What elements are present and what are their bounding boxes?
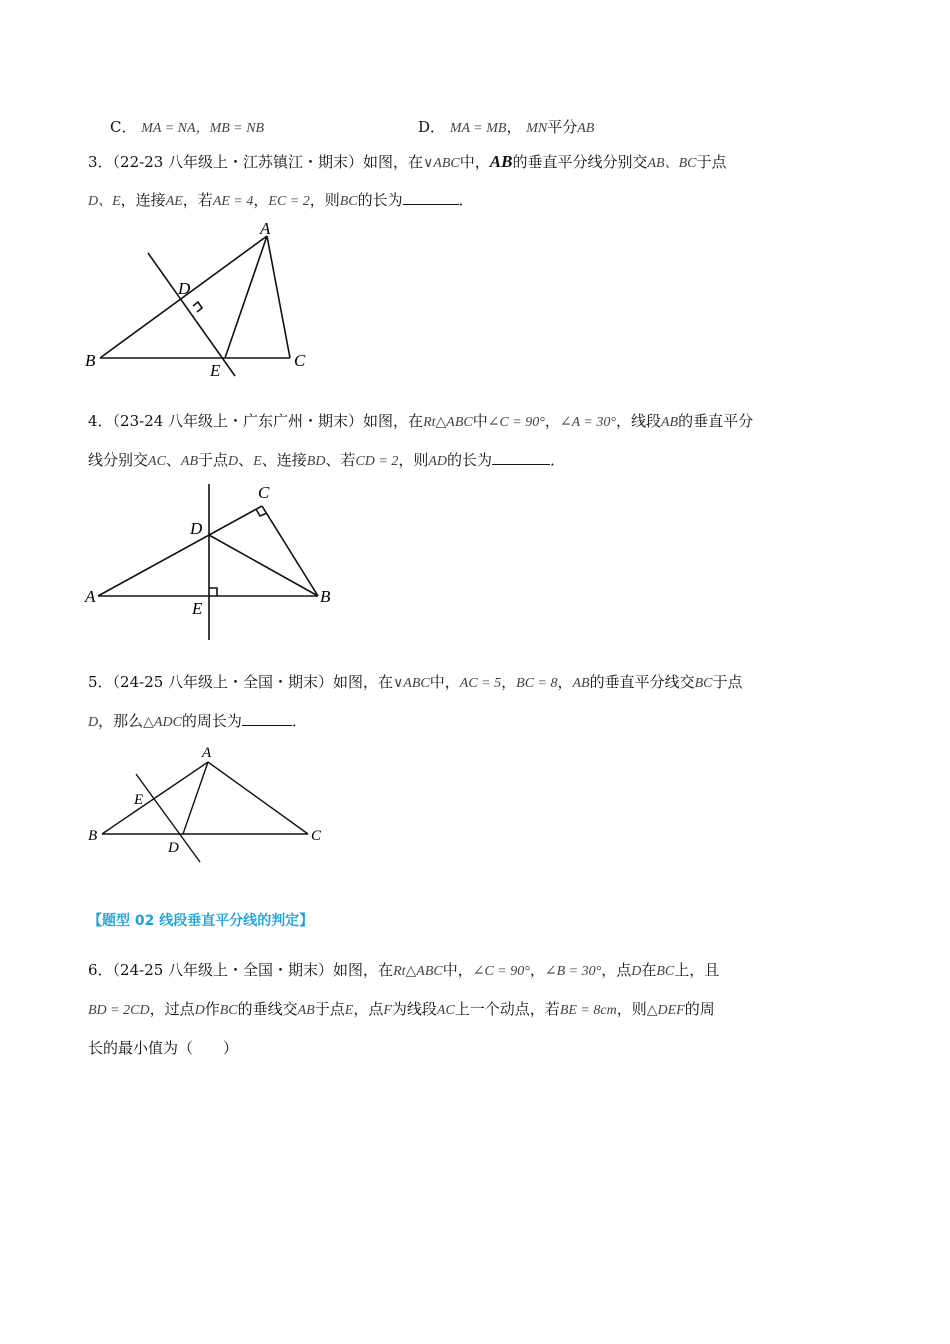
q3-right-angle xyxy=(193,302,202,312)
q4-text: 于点 xyxy=(198,451,229,469)
q6-text: 于点 xyxy=(314,1000,345,1018)
q5-line1 xyxy=(88,672,743,694)
q3-source: （22-23 八年级上・江苏镇江・期末）如图，在 xyxy=(112,153,424,171)
q4-right-angle-e xyxy=(209,588,217,596)
option-d-sep: ， xyxy=(506,118,522,136)
q6-text: ，过点 xyxy=(149,1000,195,1018)
q4-math-bd: BD xyxy=(306,454,326,469)
q5-math-ac: AC = 5 xyxy=(459,676,502,691)
q3-math-ab: AB xyxy=(489,152,513,171)
q6-math-f: F xyxy=(383,1003,392,1018)
q5-figure xyxy=(80,740,340,865)
q6-math-angc: ∠C = 90° xyxy=(472,964,530,979)
q4-label-a: A xyxy=(85,587,96,606)
section-heading: 【题型 02 线段垂直平分线的判定】 xyxy=(88,913,314,929)
q4-math-anga: ∠A = 30° xyxy=(559,415,616,430)
q3-math-tri: ∨ABC xyxy=(423,156,460,171)
q4-text: 的长为 xyxy=(447,451,493,469)
q4-end: ． xyxy=(550,451,566,469)
q5-label-b: B xyxy=(88,828,98,844)
q5-text: ， xyxy=(557,673,573,691)
q6-math-rt: Rt△ABC xyxy=(393,964,443,979)
q4-text: ，则 xyxy=(398,451,429,469)
q4-math-ac: AC xyxy=(148,454,166,469)
q3-math-de: D、E xyxy=(88,194,121,209)
q6-text: 长的最小值为（ ） xyxy=(88,1039,239,1057)
option-d-text: 平分 xyxy=(547,118,578,136)
q3-number: 3． xyxy=(88,153,113,171)
q6-math-be: BE = 8cm xyxy=(559,1003,617,1018)
q4-source: （23-24 八年级上・广东广州・期末）如图，在 xyxy=(112,412,424,430)
q6-text: 中， xyxy=(442,961,473,979)
q4-label-b: B xyxy=(320,587,331,606)
q6-text: 上，且 xyxy=(674,961,720,979)
q4-figure xyxy=(80,478,350,646)
q4-math-d: D xyxy=(228,454,239,469)
q5-label-a: A xyxy=(202,745,212,761)
option-d-math3: AB xyxy=(577,121,595,136)
q3-line2 xyxy=(88,190,474,212)
q3-label-d: D xyxy=(178,279,191,298)
q5-end: ． xyxy=(291,712,307,730)
q3-math-ae: AE xyxy=(165,194,183,209)
q5-seg-ac xyxy=(208,762,308,834)
q5-seg-ad xyxy=(183,762,208,834)
q3-seg-ac xyxy=(267,236,290,358)
q4-line2 xyxy=(88,450,565,472)
q5-text: ， xyxy=(501,673,517,691)
q5-text: 的周长为 xyxy=(181,712,242,730)
q4-math-e: E xyxy=(253,454,262,469)
q6-text: 的周 xyxy=(684,1000,715,1018)
q3-math-ab-bc: AB、BC xyxy=(647,156,697,171)
q4-math-ab: AB xyxy=(660,415,679,430)
q3-text: 中， xyxy=(459,153,490,171)
q5-label-d: D xyxy=(168,840,179,856)
q3-text: 的长为 xyxy=(357,191,403,209)
q5-source: （24-25 八年级上・全国・期末）如图，在 xyxy=(112,673,394,691)
q5-math-tri: ∨ABC xyxy=(393,676,430,691)
q5-answer-blank[interactable] xyxy=(242,711,292,726)
q4-seg-cb xyxy=(262,506,318,596)
q6-text: ，点 xyxy=(353,1000,384,1018)
q6-text: ，则 xyxy=(616,1000,647,1018)
q3-label-b: B xyxy=(85,351,96,370)
option-c-math: MA = NA，MB = NB xyxy=(141,121,265,136)
q3-text: ，连接 xyxy=(120,191,166,209)
q6-line3 xyxy=(88,1038,238,1058)
q4-label-d: D xyxy=(190,519,203,538)
option-d-math1: MA = MB xyxy=(449,121,507,136)
q4-number: 4． xyxy=(88,412,113,430)
q3-math-bc: BC xyxy=(339,194,358,209)
q4-text: ， xyxy=(544,412,560,430)
q4-math-cd: CD = 2 xyxy=(355,454,399,469)
q5-label-c: C xyxy=(311,828,322,844)
q6-math-def: △DEF xyxy=(646,1003,685,1018)
option-d-label: D． xyxy=(418,118,446,136)
q4-math-angc: ∠C = 90° xyxy=(487,415,545,430)
q6-text: 为线段 xyxy=(391,1000,437,1018)
q3-text: 的垂直平分线分别交 xyxy=(512,153,648,171)
q3-math-ec-val: EC = 2 xyxy=(268,194,310,209)
option-d xyxy=(418,117,594,139)
q3-label-a: A xyxy=(260,219,271,238)
q4-seg-db xyxy=(209,535,318,596)
q3-math-ae-val: AE = 4 xyxy=(212,194,254,209)
q6-math-bc2: BC xyxy=(219,1003,238,1018)
q4-text: 的垂直平分 xyxy=(678,412,754,430)
q5-math-bc2: BC xyxy=(694,676,713,691)
option-d-math2: MN xyxy=(526,121,548,136)
q6-math-d2: D xyxy=(194,1003,205,1018)
q3-label-e: E xyxy=(210,361,221,380)
q6-math-bd: BD = 2CD xyxy=(88,1003,150,1018)
q3-text: 于点 xyxy=(696,153,727,171)
q3-text: ， xyxy=(253,191,269,209)
q4-text: 、若 xyxy=(325,451,356,469)
q6-text: ，点 xyxy=(601,961,632,979)
q5-text: 中， xyxy=(429,673,460,691)
q6-source: （24-25 八年级上・全国・期末）如图，在 xyxy=(112,961,394,979)
q5-math-d: D xyxy=(88,715,99,730)
q5-line2 xyxy=(88,711,307,733)
q5-math-bc: BC = 8 xyxy=(516,676,558,691)
q4-math-ad: AD xyxy=(428,454,448,469)
q5-math-adc: △ADC xyxy=(143,715,182,730)
q4-text: 中 xyxy=(472,412,488,430)
q4-text: 线分别交 xyxy=(88,451,149,469)
q3-answer-blank[interactable] xyxy=(403,190,459,205)
q6-text: 作 xyxy=(204,1000,220,1018)
q3-figure xyxy=(80,218,330,383)
q6-line1 xyxy=(88,960,719,982)
q6-number: 6． xyxy=(88,961,113,979)
q5-text: 于点 xyxy=(712,673,743,691)
q3-text: ，若 xyxy=(182,191,213,209)
q4-answer-blank[interactable] xyxy=(492,450,550,465)
option-c xyxy=(110,117,264,139)
q3-label-c: C xyxy=(294,351,306,370)
q6-math-ac: AC xyxy=(436,1003,455,1018)
q4-text: 、连接 xyxy=(261,451,307,469)
q5-number: 5． xyxy=(88,673,113,691)
q6-math-bc: BC xyxy=(656,964,675,979)
q5-math-ab: AB xyxy=(572,676,590,691)
q3-seg-ae xyxy=(225,236,267,358)
q4-text: ，线段 xyxy=(615,412,661,430)
q6-text: 上一个动点，若 xyxy=(454,1000,560,1018)
option-c-label: C． xyxy=(110,118,137,136)
q4-math-ab2: AB xyxy=(180,454,199,469)
q5-seg-ba xyxy=(102,762,208,834)
q4-math-rt: Rt△ABC xyxy=(423,415,473,430)
q6-math-ab: AB xyxy=(297,1003,315,1018)
q4-text: 、 xyxy=(165,451,181,469)
q6-text: 在 xyxy=(641,961,657,979)
q6-line2 xyxy=(88,999,715,1021)
q6-math-d: D xyxy=(631,964,642,979)
q5-text: ，那么 xyxy=(98,712,144,730)
q6-text: ， xyxy=(529,961,545,979)
q4-text: 、 xyxy=(238,451,254,469)
q4-line1 xyxy=(88,411,753,433)
q6-math-e: E xyxy=(344,1003,354,1018)
q3-end: ． xyxy=(458,191,474,209)
q4-label-c: C xyxy=(258,483,270,502)
q3-text: ，则 xyxy=(309,191,340,209)
q6-text: 的垂线交 xyxy=(237,1000,298,1018)
q3-line1 xyxy=(88,152,727,174)
q5-text: 的垂直平分线交 xyxy=(589,673,695,691)
q6-math-angb: ∠B = 30° xyxy=(544,964,602,979)
q5-label-e: E xyxy=(134,792,144,808)
q4-label-e: E xyxy=(192,599,203,618)
